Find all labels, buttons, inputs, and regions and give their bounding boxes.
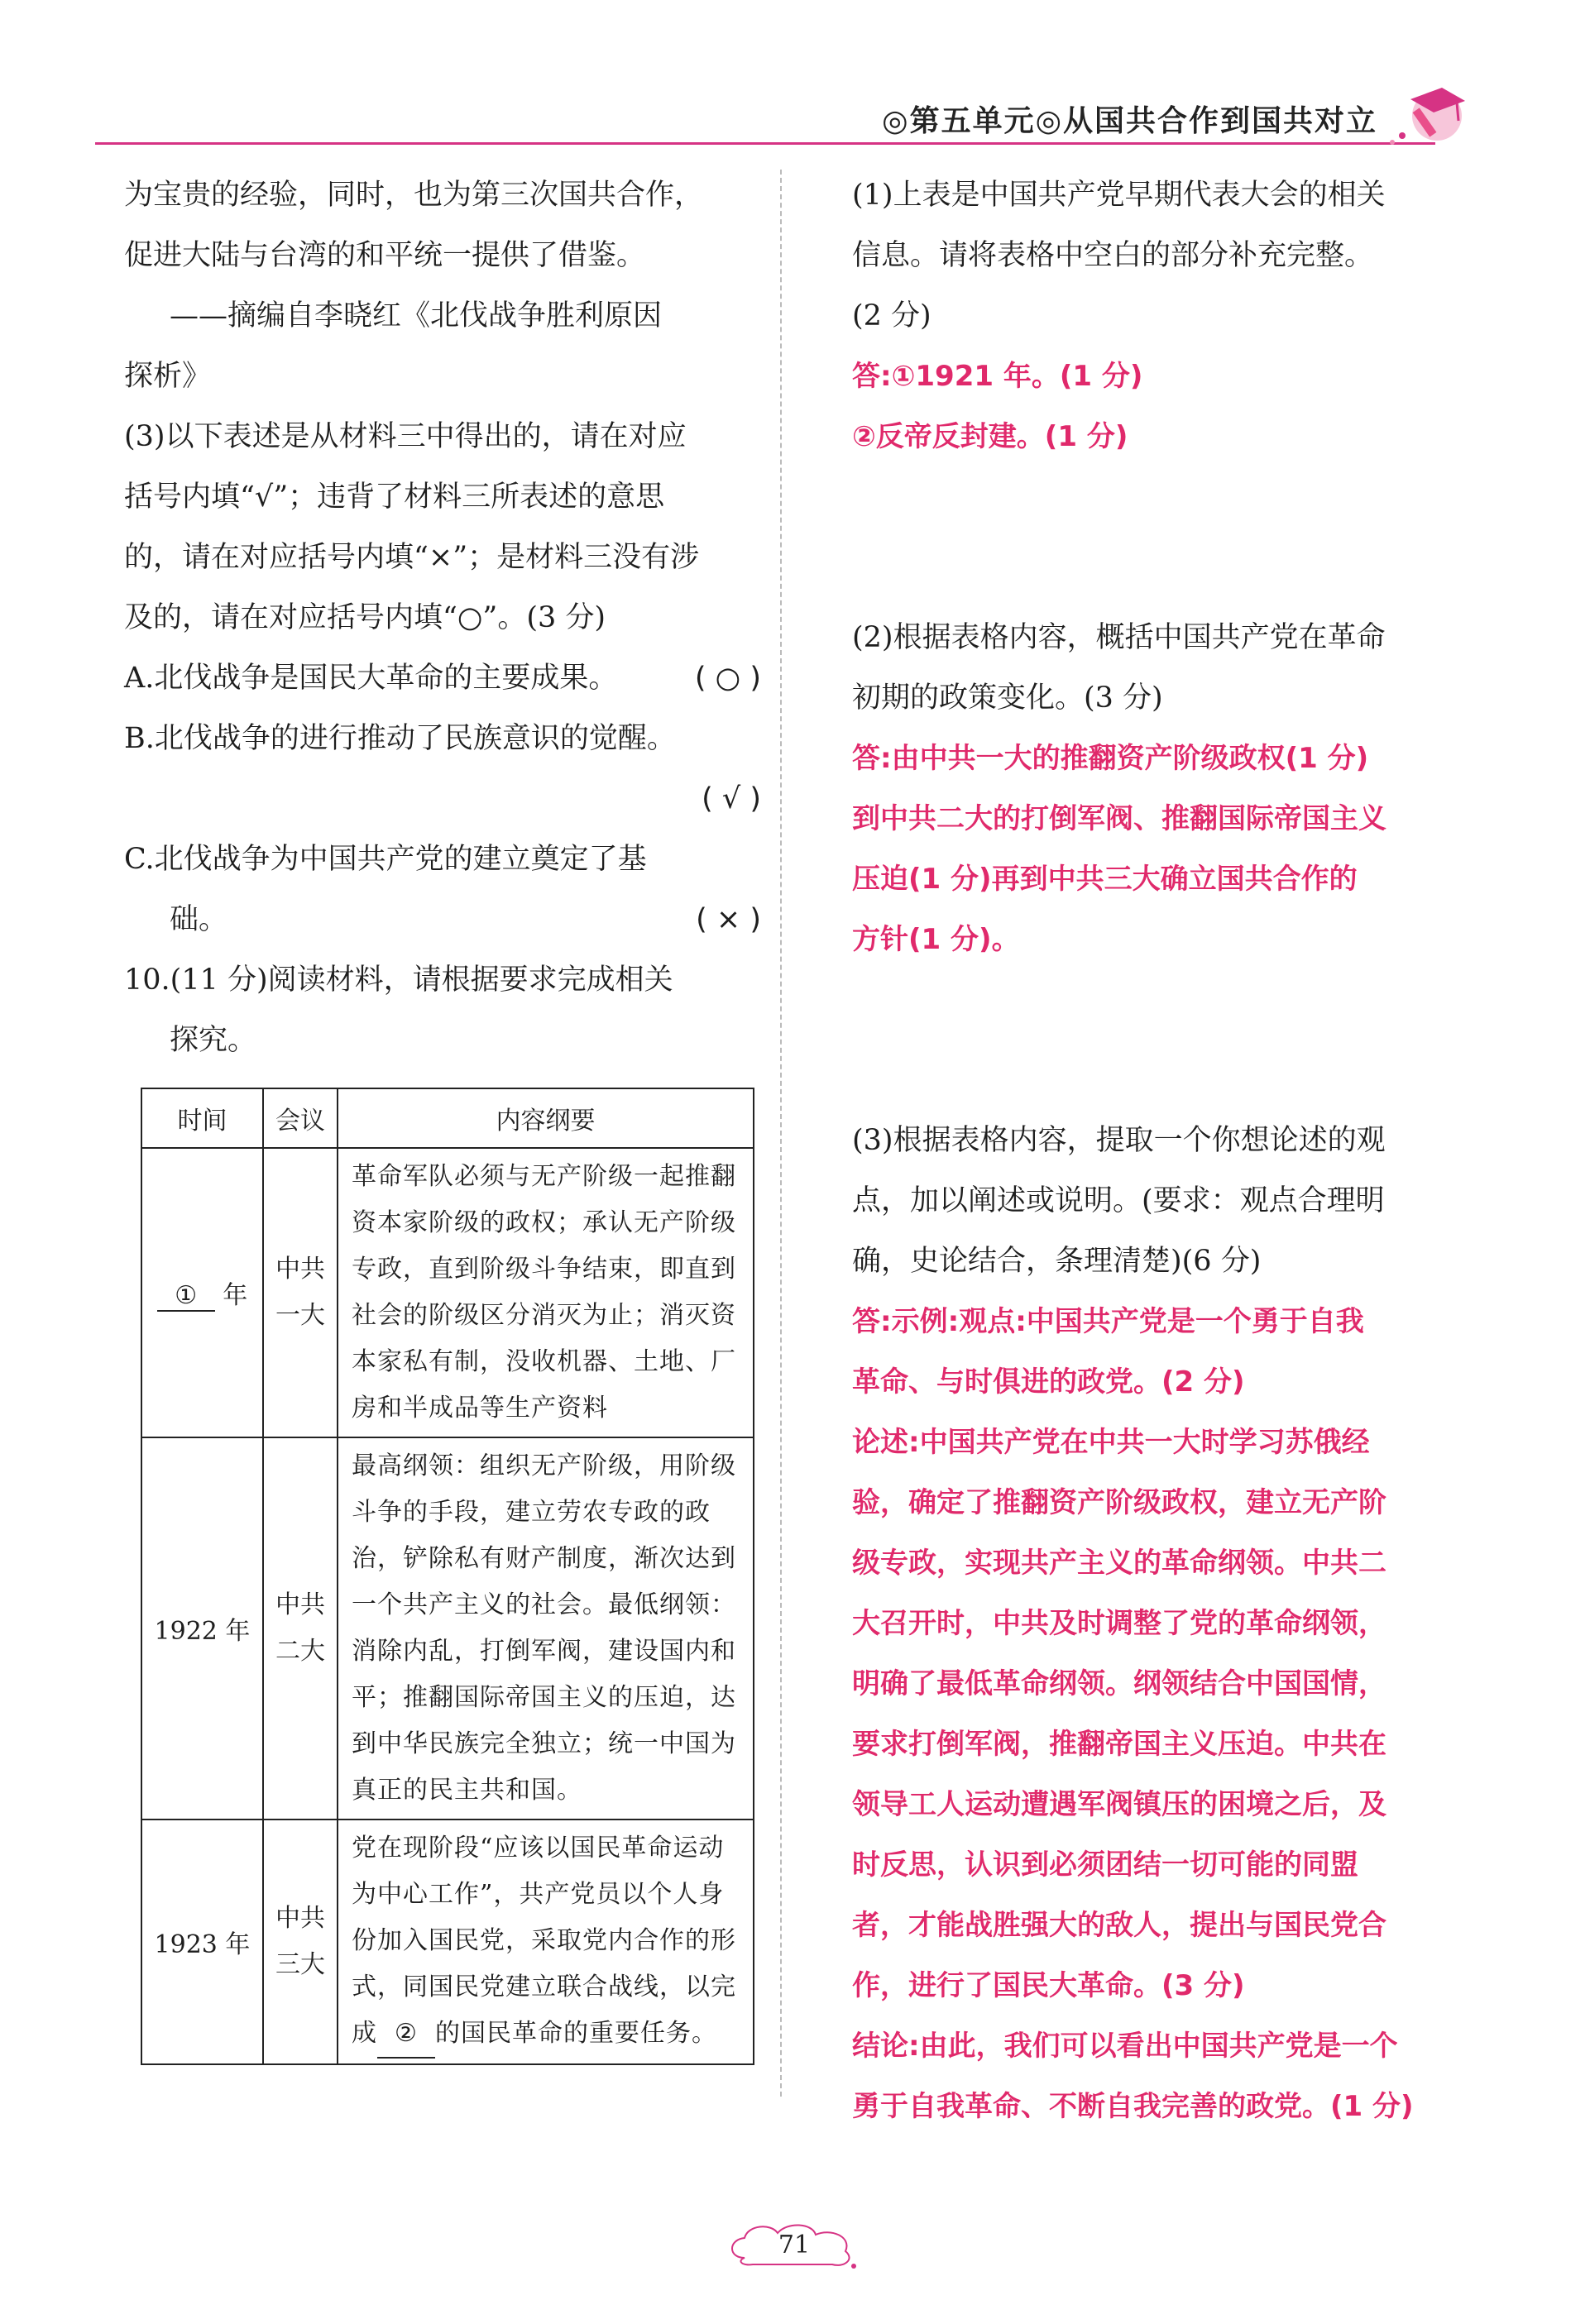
meeting-name: 三大: [275, 1950, 325, 1979]
meeting-name: 二大: [275, 1637, 325, 1666]
answer-text: ②反帝反封建。(1 分): [852, 420, 1128, 453]
answer-text: 作，进行了国民大革命。(3 分): [852, 1969, 1245, 2002]
option-c-mark: ( × ): [696, 903, 761, 936]
congress-table: [141, 1088, 754, 2065]
question-10-title-cont: 探究。: [170, 1024, 257, 1057]
answer-text: 明确了最低革命纲领。纲领结合中国国情，: [852, 1667, 1386, 1700]
answer-text: 级专政，实现共产主义的革命纲领。中共二: [852, 1547, 1386, 1580]
answer-text: 论述:中国共产党在中共一大时学习苏俄经: [852, 1426, 1370, 1459]
table-row: [141, 1148, 754, 1437]
answer-text: 结论:由此，我们可以看出中国共产党是一个: [852, 2030, 1398, 2063]
fill-blank-2: ②: [377, 2011, 435, 2059]
question-text: (3)以下表述是从材料三中得出的，请在对应: [124, 420, 687, 453]
option-b-text: B.北伐战争的进行推动了民族意识的觉醒。: [124, 722, 676, 755]
fill-blank-1: ①: [157, 1281, 215, 1312]
table-cell-content: 革命军队必须与无产阶级一起推翻资本家阶级的政权；承认无产阶级专政，直到阶级斗争结束，即直到社会的阶级区分消灭为止；消灭资本家私有制，没收机器、土地、厂房和半成品等生产资料: [338, 1148, 754, 1437]
unit-title: ◎第五单元◎从国共合作到国共对立: [882, 104, 1377, 138]
table-header: 会议: [263, 1088, 338, 1148]
option-c: [124, 890, 761, 950]
table-cell-time: 1922 年: [141, 1437, 263, 1820]
answer-text: 答:①1921 年。(1 分): [852, 360, 1143, 393]
meeting-name: 中共: [275, 1904, 325, 1933]
table-cell-content: [338, 1820, 754, 2064]
intro-line: 为宝贵的经验，同时，也为第三次国共合作，: [124, 179, 704, 212]
table-header: 内容纲要: [338, 1088, 754, 1148]
answer-text: 答:由中共一大的推翻资产阶级政权(1 分): [852, 742, 1369, 775]
answer-text: 压迫(1 分)再到中共三大确立国共合作的: [852, 863, 1358, 896]
answer-text: 领导工人运动遭遇军阀镇压的困境之后，及: [852, 1788, 1386, 1821]
answer-text: 到中共二大的打倒军阀、推翻国际帝国主义: [852, 802, 1386, 835]
meeting-name: 中共: [275, 1255, 325, 1284]
answer-text: 答:示例:观点:中国共产党是一个勇于自我: [852, 1305, 1364, 1338]
graduation-cap-icon: [1377, 78, 1468, 149]
question-text: 确，史论结合，条理清楚)(6 分): [852, 1245, 1262, 1278]
option-c-text-cont: 础。: [170, 903, 228, 936]
answer-text: 验，确定了推翻资产阶级政权，建立无产阶: [852, 1486, 1386, 1519]
answer-text: 者，才能战胜强大的敌人，提出与国民党合: [852, 1909, 1386, 1942]
table-cell-meeting: [263, 1148, 338, 1437]
meeting-name: 中共: [275, 1590, 325, 1619]
table-cell-time: [141, 1148, 263, 1437]
option-a-mark: ( ○ ): [694, 662, 761, 695]
answer-text: 方针(1 分)。: [852, 923, 1020, 956]
table-cell-meeting: [263, 1437, 338, 1820]
table-cell-content: 最高纲领：组织无产阶级，用阶级斗争的手段，建立劳农专政的政治，铲除私有财产制度，渐次达到一个共产主义的社会。最低纲领：消除内乱，打倒军阀，建设国内和平；推翻国际帝国主义的压迫，达到中华民族完全独立；统一中国为真正的民主共和国。: [338, 1437, 754, 1820]
content-text: 的国民革命的重要任务。: [435, 2019, 717, 2048]
question-text: (2 分): [852, 299, 931, 332]
option-a-text: A.北伐战争是国民大革命的主要成果。: [124, 662, 618, 695]
meeting-name: 一大: [275, 1301, 325, 1330]
answer-text: 勇于自我革命、不断自我完善的政党。(1 分): [852, 2090, 1414, 2123]
table-cell-time: 1923 年: [141, 1820, 263, 2064]
question-text: (3)根据表格内容，提取一个你想论述的观: [852, 1124, 1386, 1157]
source-citation-cont: 探析》: [124, 360, 212, 393]
page-number-text: 71: [778, 2231, 811, 2259]
question-text: (1)上表是中国共产党早期代表大会的相关: [852, 179, 1386, 212]
intro-line: 促进大陆与台湾的和平统一提供了借鉴。: [124, 239, 646, 272]
option-a: [124, 648, 761, 709]
table-row: [141, 1437, 754, 1820]
page-number: [720, 2216, 869, 2274]
right-column: [852, 165, 1481, 2137]
table-header-row: [141, 1088, 754, 1148]
question-text: 括号内填“√”；违背了材料三所表述的意思: [124, 481, 665, 514]
table-cell-meeting: [263, 1820, 338, 2064]
option-c-text: C.北伐战争为中国共产党的建立奠定了基: [124, 843, 647, 876]
answer-text: 时反思，认识到必须团结一切可能的同盟: [852, 1848, 1358, 1882]
question-text: 及的，请在对应括号内填“○”。(3 分): [124, 601, 606, 634]
question-text: 初期的政策变化。(3 分): [852, 681, 1163, 715]
left-column: [124, 165, 761, 2065]
question-text: 点，加以阐述或说明。(要求：观点合理明: [852, 1184, 1385, 1217]
option-b-mark: ( √ ): [702, 782, 761, 815]
question-text: 的，请在对应括号内填“×”；是材料三没有涉: [124, 541, 700, 574]
question-10-title: 10.(11 分)阅读材料，请根据要求完成相关: [124, 964, 673, 997]
question-text: (2)根据表格内容，概括中国共产党在革命: [852, 621, 1386, 654]
answer-text: 要求打倒军阀，推翻帝国主义压迫。中共在: [852, 1728, 1386, 1761]
page-header: [95, 83, 1477, 149]
column-divider: [780, 170, 782, 2097]
table-row: [141, 1820, 754, 2064]
table-header: 时间: [141, 1088, 263, 1148]
answer-text: 革命、与时俱进的政党。(2 分): [852, 1365, 1245, 1399]
source-citation: ——摘编自李晓红《北伐战争胜利原因: [170, 299, 663, 332]
time-suffix: 年: [223, 1280, 248, 1310]
question-text: 信息。请将表格中空白的部分补充完整。: [852, 239, 1374, 272]
content-text: 党在现阶段“应该以国民革命运动为中心工作”，共产党员以个人身份加入国民党，采取党内合作的形式，同国民党建立联合战线，以完成: [352, 1834, 736, 2048]
answer-text: 大召开时，中共及时调整了党的革命纲领，: [852, 1607, 1386, 1640]
header-rule: [95, 142, 1435, 145]
